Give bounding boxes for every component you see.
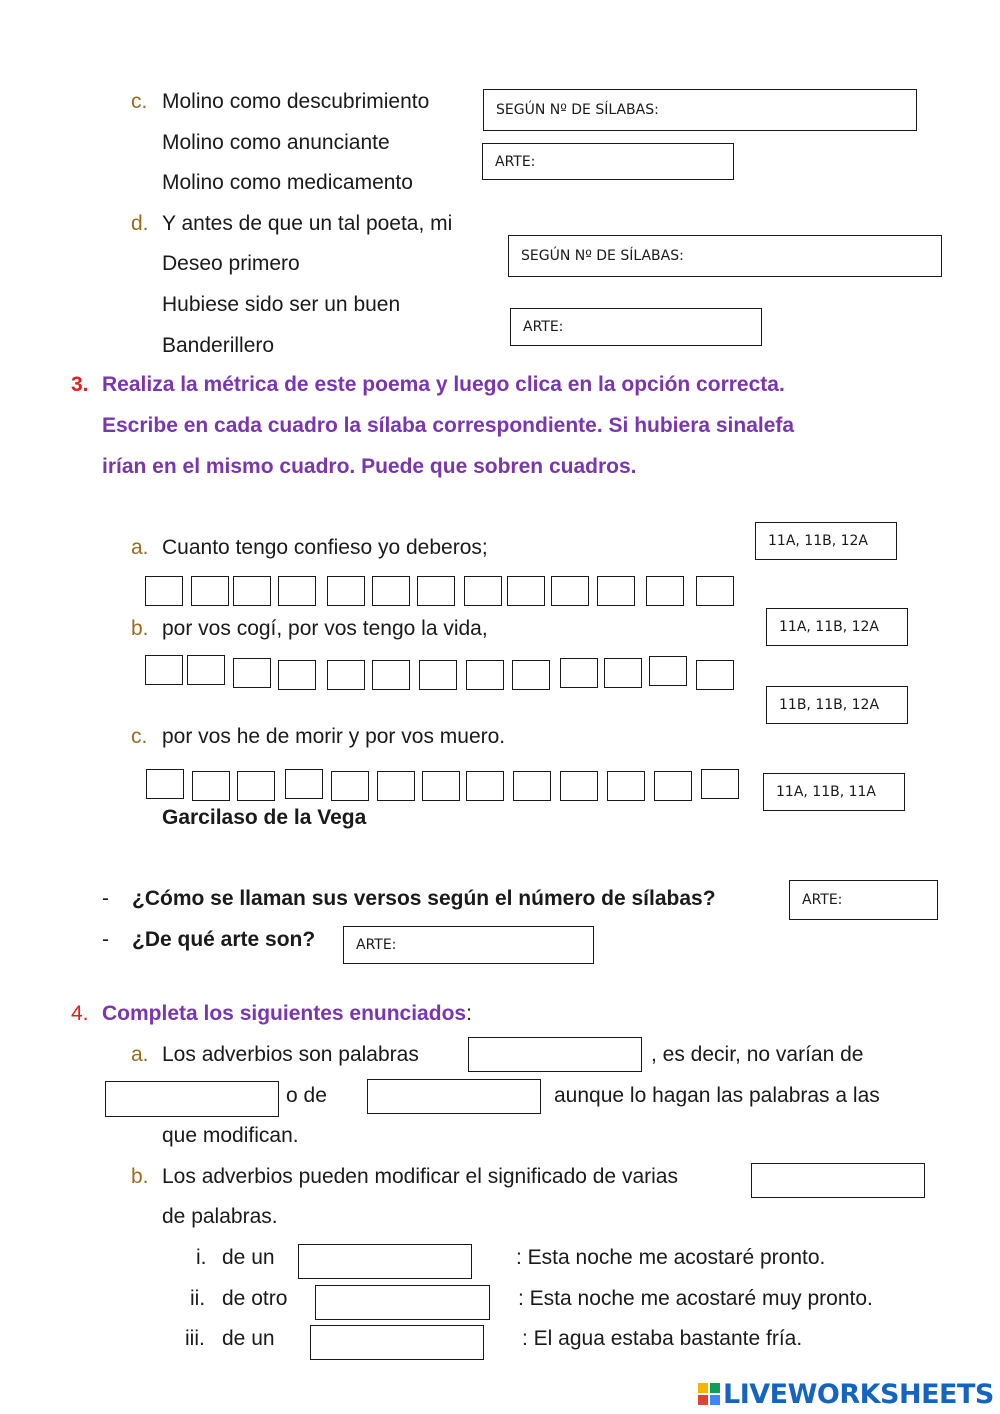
option-c-button[interactable]: [766, 686, 908, 724]
adverbios-blank-1[interactable]: [468, 1037, 642, 1072]
item-4a-part-4: aunque lo hagan las palabras a las: [554, 1084, 880, 1107]
arte-input-c[interactable]: [482, 143, 734, 180]
item-d-letter: d.: [131, 212, 149, 235]
syllable-box[interactable]: [417, 576, 455, 606]
syllable-box[interactable]: [507, 576, 545, 606]
syllable-box[interactable]: [604, 658, 642, 688]
subitem-iii-number: iii.: [185, 1327, 205, 1350]
option-d-button[interactable]: [763, 773, 905, 811]
question-1-text: ¿Cómo se llaman sus versos según el número de sílabas?: [132, 887, 716, 910]
option-label: 11A, 11B, 12A: [779, 619, 880, 635]
question-1-dash: -: [102, 887, 109, 910]
syllable-box[interactable]: [513, 771, 551, 801]
question-2-dash: -: [102, 928, 109, 951]
section-4-title-text: Completa los siguientes enunciados: [102, 1002, 467, 1025]
item-d-line-3: Hubiese sido ser un buen: [162, 293, 401, 316]
item-d-line-1: Y antes de que un tal poeta, mi: [162, 212, 453, 235]
syllable-box[interactable]: [419, 660, 457, 690]
adverbios-blank-3[interactable]: [367, 1079, 541, 1114]
item-4a-part-1: Los adverbios son palabras: [162, 1043, 419, 1066]
syllable-box[interactable]: [233, 658, 271, 688]
syllable-box[interactable]: [233, 576, 271, 606]
subitem-i-blank[interactable]: [298, 1244, 472, 1279]
silabas-label: SEGÚN Nº DE SÍLABAS:: [496, 102, 659, 118]
adverbios-blank-2[interactable]: [105, 1081, 279, 1117]
subitem-iii-blank[interactable]: [310, 1325, 484, 1360]
arte-label: ARTE:: [523, 319, 564, 335]
section-4-colon: :: [466, 1002, 472, 1025]
item-c-line-3: Molino como medicamento: [162, 171, 413, 194]
item-d-line-2: Deseo primero: [162, 252, 300, 275]
subitem-i-post: : Esta noche me acostaré pronto.: [516, 1246, 826, 1269]
item-c-letter: c.: [131, 90, 148, 113]
item-4a-part-2: , es decir, no varían de: [651, 1043, 864, 1066]
syllable-box[interactable]: [285, 769, 323, 799]
section-3-instruction-3: irían en el mismo cuadro. Puede que sobren cuadros.: [102, 455, 637, 478]
subitem-ii-blank[interactable]: [315, 1285, 490, 1320]
verse-c-text: por vos he de morir y por vos muero.: [162, 725, 506, 748]
syllable-box[interactable]: [278, 660, 316, 690]
syllable-box[interactable]: [372, 660, 410, 690]
item-d-line-4: Banderillero: [162, 334, 275, 357]
syllable-box[interactable]: [331, 771, 369, 801]
liveworksheets-logo-icon: [698, 1383, 720, 1405]
syllable-box[interactable]: [466, 771, 504, 801]
syllable-box[interactable]: [696, 660, 734, 690]
item-4a-letter: a.: [131, 1043, 149, 1066]
syllable-box[interactable]: [646, 576, 684, 606]
option-label: 11B, 11B, 12A: [779, 697, 880, 713]
section-3-instruction-2: Escribe en cada cuadro la sílaba correspondiente. Si hubiera sinalefa: [102, 414, 795, 437]
silabas-label: SEGÚN Nº DE SÍLABAS:: [521, 248, 684, 264]
adverbios-blank-4[interactable]: [751, 1163, 925, 1198]
subitem-iii-pre: de un: [222, 1327, 275, 1350]
option-label: 11A, 11B, 11A: [776, 784, 877, 800]
syllable-box[interactable]: [145, 655, 183, 685]
section-4-number: 4.: [71, 1002, 89, 1025]
subitem-i-pre: de un: [222, 1246, 275, 1269]
subitem-ii-number: ii.: [190, 1287, 206, 1310]
verse-c-letter: c.: [131, 725, 148, 748]
arte-label: ARTE:: [356, 937, 397, 953]
syllable-box[interactable]: [377, 771, 415, 801]
syllable-box[interactable]: [696, 576, 734, 606]
subitem-i-number: i.: [196, 1246, 207, 1269]
section-3-instruction-1: Realiza la métrica de este poema y luego clica en la opción correcta.: [102, 373, 785, 396]
item-c-line-2: Molino como anunciante: [162, 131, 390, 154]
silabas-input-d[interactable]: [508, 235, 942, 277]
question-1-input[interactable]: [789, 880, 938, 920]
syllable-box[interactable]: [607, 771, 645, 801]
subitem-ii-pre: de otro: [222, 1287, 288, 1310]
item-4b-part-1: Los adverbios pueden modificar el significado de varias: [162, 1165, 678, 1188]
syllable-box[interactable]: [422, 771, 460, 801]
liveworksheets-logo: [698, 1374, 994, 1414]
item-4a-part-3: o de: [286, 1084, 327, 1107]
verse-a-letter: a.: [131, 536, 149, 559]
section-3-number: 3.: [71, 373, 89, 396]
syllable-box[interactable]: [327, 576, 365, 606]
verse-b-letter: b.: [131, 617, 149, 640]
syllable-box[interactable]: [278, 576, 316, 606]
option-b-button[interactable]: [766, 608, 908, 646]
syllable-box[interactable]: [237, 771, 275, 801]
syllable-box[interactable]: [701, 769, 739, 799]
item-4b-letter: b.: [131, 1165, 149, 1188]
verse-b-text: por vos cogí, por vos tengo la vida,: [162, 617, 488, 640]
syllable-box[interactable]: [560, 771, 598, 801]
syllable-box[interactable]: [466, 660, 504, 690]
syllable-box[interactable]: [551, 576, 589, 606]
section-4-title: [102, 1002, 472, 1026]
syllable-box[interactable]: [649, 656, 687, 686]
syllable-box[interactable]: [191, 576, 229, 606]
question-2-text: ¿De qué arte son?: [132, 928, 316, 951]
verse-a-text: Cuanto tengo confieso yo deberos;: [162, 536, 488, 559]
syllable-box[interactable]: [560, 658, 598, 688]
item-4b-part-2: de palabras.: [162, 1205, 278, 1228]
poem-author: Garcilaso de la Vega: [162, 806, 367, 829]
arte-input-d[interactable]: [510, 308, 762, 346]
option-label: 11A, 11B, 12A: [768, 533, 869, 549]
syllable-box[interactable]: [372, 576, 410, 606]
subitem-iii-post: : El agua estaba bastante fría.: [522, 1327, 803, 1350]
arte-label: ARTE:: [802, 892, 843, 908]
syllable-box[interactable]: [187, 655, 225, 685]
item-c-line-1: Molino como descubrimiento: [162, 90, 430, 113]
arte-label: ARTE:: [495, 153, 536, 170]
option-a-button[interactable]: [755, 522, 897, 560]
item-4a-part-5: que modifican.: [162, 1124, 299, 1147]
syllable-box[interactable]: [146, 769, 184, 799]
syllable-box[interactable]: [597, 576, 635, 606]
syllable-box[interactable]: [654, 771, 692, 801]
syllable-box[interactable]: [145, 576, 183, 606]
question-2-input[interactable]: [343, 926, 594, 964]
liveworksheets-logo-text: LIVEWORKSHEETS: [723, 1378, 994, 1410]
syllable-box[interactable]: [327, 660, 365, 690]
subitem-ii-post: : Esta noche me acostaré muy pronto.: [518, 1287, 873, 1310]
syllable-box[interactable]: [512, 660, 550, 690]
syllable-box[interactable]: [464, 576, 502, 606]
silabas-input-c[interactable]: [483, 89, 917, 131]
syllable-box[interactable]: [192, 771, 230, 801]
